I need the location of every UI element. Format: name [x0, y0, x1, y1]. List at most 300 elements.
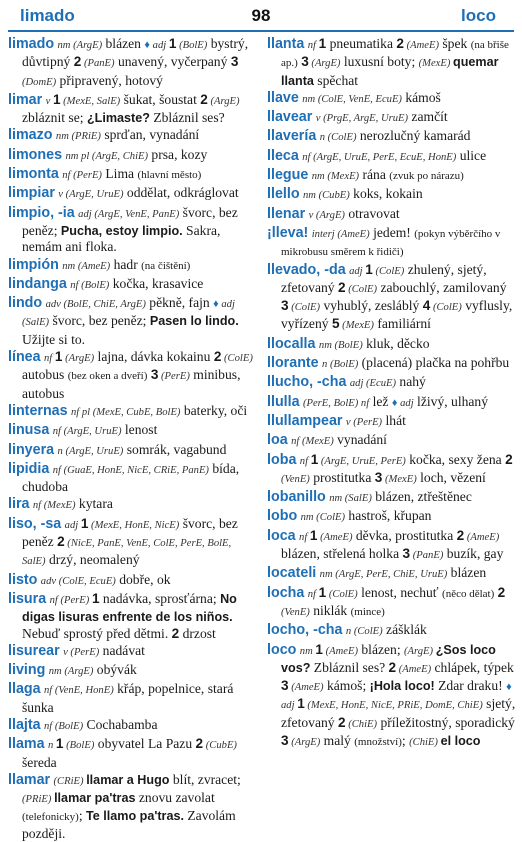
usage-label: nf: [299, 531, 310, 543]
sense-number: 1: [54, 349, 63, 365]
sense-number: 1: [315, 641, 323, 657]
example-phrase: el loco: [440, 733, 481, 748]
usage-label: n (ColE): [345, 626, 383, 638]
translation-text: blázen: [447, 565, 487, 581]
headword: limar: [8, 91, 43, 108]
gloss-note: (něco dělat): [442, 587, 495, 600]
sense-number: 2: [171, 625, 180, 641]
translation-text: lenost, nechuť: [357, 584, 443, 600]
usage-label: n (ColE): [319, 132, 357, 144]
usage-label: n (BolE): [322, 359, 359, 371]
headword: locha: [267, 584, 305, 601]
usage-label: nm (ArgE): [48, 666, 94, 678]
translation-text: bída, chudoba: [22, 460, 240, 495]
dictionary-entry: [267, 622, 516, 640]
translation-text: lenost: [121, 422, 158, 438]
usage-label: (AmeE): [322, 645, 358, 657]
sense-number: 3: [281, 678, 289, 694]
sense-number: 1: [80, 515, 89, 531]
headword: llavería: [267, 128, 317, 145]
translation-text: minibus, autobus: [22, 367, 241, 401]
translation-text: zášklák: [382, 622, 427, 638]
translation-text: chlápek, týpek: [431, 659, 514, 675]
headword: llullampear: [267, 412, 343, 429]
entry-columns: [8, 36, 516, 841]
dictionary-entry: [267, 432, 516, 450]
gloss-note: (na břiše ap.): [281, 39, 509, 70]
translation-text: familiární: [373, 316, 431, 332]
sense-number: 1: [297, 696, 305, 712]
dictionary-entry: [267, 90, 516, 108]
headword: llorante: [267, 355, 319, 372]
usage-label: adj: [281, 700, 298, 712]
sense-number: 1: [318, 36, 327, 51]
usage-label: (NicE, PanE, VenE, ColE, PerE, BolE, SalE): [22, 538, 232, 568]
dictionary-entry: [8, 772, 257, 842]
headword: loba: [267, 451, 297, 468]
gloss-note: (bez oken a dveří): [67, 370, 148, 383]
example-phrase: ¿Limaste?: [86, 111, 150, 126]
page-number: 98: [251, 6, 271, 25]
usage-label: (ChiE): [345, 718, 378, 730]
usage-label: v (PrgE, ArgE, UruE): [315, 113, 409, 125]
headword: lisurear: [8, 642, 60, 659]
usage-label: nf: [307, 588, 319, 600]
headword: llello: [267, 186, 300, 203]
translation-text: křáp, popelnice, stará šunka: [22, 681, 234, 715]
usage-label: nf (ArgE, UruE): [52, 426, 122, 438]
dictionary-entry: [267, 336, 516, 354]
dictionary-entry: [8, 185, 257, 203]
example-phrase: quemar llanta: [281, 55, 499, 88]
sense-number: 2: [57, 534, 65, 550]
translation-text: dobře, ok: [115, 571, 171, 587]
usage-label: nf (PerE): [49, 594, 92, 606]
usage-label: (PerE, BolE) nf: [302, 397, 370, 409]
headword: llajta: [8, 716, 41, 733]
translation-text: blít, zvracet;: [169, 771, 241, 787]
gloss-note: (hlavní město): [137, 169, 202, 182]
dictionary-entry: [267, 206, 516, 224]
usage-label: v: [45, 95, 53, 107]
diamond-icon: ♦: [391, 396, 398, 409]
usage-label: (ColE): [326, 588, 358, 600]
headword: llucho, -cha: [267, 374, 347, 391]
sense-number: 1: [365, 261, 373, 277]
translation-text: kámoš: [401, 89, 441, 105]
headword: llenar: [267, 205, 306, 222]
dictionary-entry: [8, 36, 257, 91]
translation-text: hastroš, křupan: [345, 508, 432, 524]
dictionary-entry: [8, 516, 257, 571]
guide-word-left: limado: [20, 6, 75, 25]
sense-number: 2: [73, 54, 82, 70]
translation-text: Nebuď sprostý před dětmi.: [22, 625, 172, 641]
usage-label: nm (ColE, VenE, EcuE): [302, 93, 402, 105]
translation-text: drzost: [179, 625, 216, 641]
usage-label: v (PerE): [345, 416, 383, 428]
headword: loa: [267, 432, 288, 449]
translation-text: ulice: [456, 147, 487, 163]
usage-label: nf (ArgE, UruE, PerE, EcuE, HonE): [302, 151, 457, 163]
sense-number: 3: [281, 298, 289, 314]
dictionary-entry: [267, 642, 516, 752]
headword: llavear: [267, 109, 313, 126]
sense-number: 3: [230, 54, 239, 70]
usage-label: (MexE, HonE, NicE): [88, 519, 180, 531]
headword: liso, -sa: [8, 515, 62, 532]
usage-label: adj (SalE): [22, 299, 235, 329]
translation-text: nahý: [396, 374, 426, 390]
dictionary-entry: [8, 662, 257, 680]
usage-label: (ColE): [372, 265, 405, 277]
translation-text: švorc, bez peněz;: [22, 204, 238, 238]
usage-label: (CRiE): [53, 775, 87, 787]
usage-label: (AmeE): [317, 531, 353, 543]
usage-label: nm (MexE): [311, 171, 360, 183]
dictionary-entry: [267, 36, 516, 89]
sense-number: 2: [456, 527, 465, 543]
usage-label: (ArgE): [288, 736, 321, 748]
translation-text: švorc, bez peněz;: [49, 313, 150, 329]
translation-text: zamčít: [408, 109, 448, 125]
usage-label: nf (MexE): [291, 436, 334, 448]
sense-number: 1: [168, 36, 177, 51]
headword: limazo: [8, 127, 53, 144]
dictionary-entry: [267, 565, 516, 583]
headword: limpio, -ia: [8, 204, 75, 221]
usage-label: nm (ArgE, PerE, ChiE, UruE): [319, 569, 448, 581]
translation-text: oddělat, odkráglovat: [123, 185, 239, 201]
usage-label: (PerE): [158, 371, 190, 383]
usage-label: (ColE): [221, 353, 253, 365]
sense-number: 2: [338, 714, 346, 730]
translation-text: drzý, neomalený: [45, 552, 140, 568]
example-phrase: Pucha, estoy limpio.: [60, 223, 183, 238]
gloss-note: (telefonicky): [22, 811, 79, 824]
headword: lobanillo: [267, 489, 326, 506]
usage-label: nf (VenE, HonE): [44, 685, 114, 697]
translation-text: ;: [401, 732, 410, 748]
dictionary-entry: [267, 262, 516, 335]
dictionary-entry: [8, 496, 257, 514]
translation-text: sjetý, zfetovaný: [281, 696, 516, 730]
usage-label: (AmeE): [396, 663, 432, 675]
translation-text: prostitutka: [309, 469, 375, 485]
translation-text: lživý, ulhaný: [413, 393, 489, 409]
translation-text: Užijte si to.: [22, 331, 86, 347]
example-phrase: llamar pa'tras: [54, 791, 136, 806]
headword: línea: [8, 349, 41, 366]
translation-text: somrák, vagabund: [123, 441, 227, 457]
column-right: [267, 36, 516, 750]
headword: locateli: [267, 565, 317, 582]
usage-label: nf: [44, 353, 55, 365]
translation-text: prsa, kozy: [148, 146, 208, 162]
usage-label: (MexE): [382, 473, 417, 485]
headword: limpiar: [8, 185, 55, 202]
usage-label: (ArgE): [404, 645, 436, 657]
usage-label: adj: [150, 40, 169, 51]
example-phrase: llamar a Hugo: [86, 772, 170, 787]
usage-label: (VenE): [281, 606, 310, 618]
sense-number: 2: [195, 736, 204, 752]
usage-label: (ArgE): [62, 353, 95, 365]
usage-label: (DomE): [22, 76, 57, 88]
dictionary-entry: [8, 572, 257, 590]
usage-label: (CubE): [203, 740, 237, 752]
translation-text: autobus: [22, 367, 68, 383]
usage-label: nm (PRiE): [55, 131, 101, 143]
usage-label: nm (SalE): [329, 493, 372, 505]
headword: lindo: [8, 295, 43, 312]
usage-label: nf (GuaE, HonE, NicE, CRiE, PanE): [52, 464, 209, 476]
usage-label: (BolE): [176, 40, 208, 51]
translation-text: bystrý, důvtipný: [22, 36, 249, 70]
usage-label: nf: [299, 455, 311, 467]
translation-text: unavený, vyčerpaný: [114, 54, 231, 70]
headword: lleca: [267, 147, 299, 164]
column-left: [8, 36, 257, 841]
usage-label: nm: [299, 645, 316, 657]
usage-label: n: [47, 740, 56, 752]
usage-label: nf (BolE): [44, 720, 84, 732]
sense-number: 3: [402, 546, 411, 562]
translation-text: zabouchlý, zamilovaný: [377, 279, 507, 295]
usage-label: nf (MexE): [32, 500, 76, 512]
dictionary-entry: [267, 128, 516, 146]
translation-text: hadr: [110, 256, 142, 272]
example-phrase: Te llamo pa'tras.: [86, 809, 184, 824]
headword: linternas: [8, 402, 68, 419]
usage-label: (AmeE): [403, 40, 439, 51]
dictionary-entry: [267, 489, 516, 507]
usage-label: nm (AmeE): [62, 260, 111, 272]
translation-text: děvka, prostitutka: [352, 527, 457, 543]
usage-label: nm (BolE): [318, 339, 363, 351]
translation-text: nadávka, sprosťárna;: [99, 590, 221, 606]
translation-text: Zbláznil ses?: [310, 659, 389, 675]
sense-number: 2: [497, 584, 506, 600]
translation-text: vyflusly, vyřízený: [281, 298, 513, 332]
dictionary-entry: [267, 413, 516, 431]
usage-label: (VenE): [281, 473, 310, 485]
translation-text: šukat, šoustat: [120, 91, 201, 107]
dictionary-entry: [8, 276, 257, 294]
gloss-note: (pokyn výběrčího v mikrobusu směrem k řidiči): [281, 227, 501, 259]
headword: limones: [8, 146, 63, 163]
dictionary-entry: [267, 355, 516, 373]
dictionary-entry: [267, 528, 516, 565]
usage-label: nf (PerE): [62, 170, 102, 182]
usage-label: v (PerE): [63, 646, 100, 658]
translation-text: nadávat: [99, 642, 145, 658]
usage-label: adj: [349, 265, 366, 277]
translation-text: kočka, krasavice: [109, 275, 204, 291]
usage-label: v (ArgE, UruE): [58, 189, 124, 201]
dictionary-entry: [267, 167, 516, 185]
usage-label: adj: [397, 397, 414, 409]
translation-text: lež: [369, 393, 392, 409]
translation-text: obývák: [93, 662, 137, 678]
diamond-icon: ♦: [506, 681, 512, 694]
sense-number: 1: [310, 451, 319, 467]
translation-text: Cochabamba: [83, 716, 158, 732]
headword: linyera: [8, 441, 55, 458]
translation-text: příležitostný, sporadický: [377, 714, 515, 730]
dictionary-entry: [8, 349, 257, 402]
headword: limonta: [8, 166, 59, 183]
headword: llanta: [267, 36, 305, 52]
dictionary-entry: [8, 166, 257, 184]
dictionary-entry: [267, 148, 516, 166]
guide-word-right: loco: [461, 6, 496, 25]
headword: lobo: [267, 508, 298, 525]
example-phrase: Pasen lo lindo.: [149, 314, 239, 329]
headword: llaga: [8, 681, 41, 698]
headword: limpión: [8, 256, 59, 273]
headword: ¡lleva!: [267, 224, 309, 241]
usage-label: (ColE): [430, 302, 462, 314]
dictionary-entry: [267, 109, 516, 127]
usage-label: adv (ColE, EcuE): [40, 575, 116, 587]
translation-text: (placená) plačka na pohřbu: [358, 355, 510, 371]
translation-text: baterky, oči: [180, 402, 248, 418]
translation-text: malý: [320, 732, 355, 748]
translation-text: lajna, dávka kokainu: [94, 349, 214, 365]
translation-text: niklák: [309, 602, 351, 618]
example-phrase: ¡Hola loco!: [369, 679, 435, 694]
usage-label: (PanE): [81, 58, 115, 70]
usage-label: (AmeE): [288, 682, 324, 694]
headword: llama: [8, 736, 45, 753]
headword: limado: [8, 36, 55, 52]
dictionary-entry: [8, 681, 257, 716]
dictionary-entry: [267, 374, 516, 392]
headword: living: [8, 662, 46, 679]
usage-label: (ColE): [288, 302, 321, 314]
usage-label: nf pl (MexE, CubE, BolE): [71, 406, 181, 418]
translation-text: kluk, děcko: [362, 335, 430, 351]
example-phrase: No digas lisuras enfrente de los niños.: [22, 591, 237, 625]
headword: llocalla: [267, 335, 316, 352]
translation-text: kámoš;: [323, 678, 370, 694]
translation-text: koks, kokain: [349, 186, 423, 202]
headword: llulla: [267, 393, 300, 410]
dictionary-entry: [8, 127, 257, 145]
dictionary-entry: [8, 643, 257, 661]
usage-label: v (ArgE): [308, 209, 345, 221]
usage-label: adv (BolE, ChiE, ArgE): [45, 299, 146, 311]
translation-text: Sakra, nemám ani floka.: [22, 222, 221, 255]
page-header: [10, 0, 512, 30]
sense-number: 4: [422, 298, 431, 314]
translation-text: Zdar draku!: [434, 678, 507, 694]
dictionary-entry: [267, 394, 516, 412]
headword: locho, -cha: [267, 622, 343, 639]
translation-text: pneumatika: [326, 36, 397, 51]
sense-number: 2: [213, 349, 222, 365]
usage-label: (PRiE): [22, 794, 55, 806]
dictionary-entry: [8, 205, 257, 256]
translation-text: Lima: [101, 166, 138, 182]
translation-text: lhát: [382, 412, 406, 428]
sense-number: 2: [388, 659, 397, 675]
translation-text: Zavolám později.: [22, 808, 236, 841]
translation-text: vynadání: [333, 432, 387, 448]
dictionary-entry: [267, 225, 516, 261]
usage-label: nf: [307, 40, 319, 51]
usage-label: (ArgE): [308, 58, 341, 70]
translation-text: obyvatel La Pazu: [94, 736, 196, 752]
usage-label: adj (EcuE): [349, 378, 397, 390]
translation-text: kytara: [75, 496, 113, 512]
usage-label: (ArgE, UruE, PerE): [318, 455, 406, 467]
dictionary-entry: [267, 186, 516, 204]
translation-text: zhulený, sjetý, zfetovaný: [281, 261, 487, 295]
headword: linusa: [8, 422, 50, 439]
translation-text: šereda: [22, 754, 57, 770]
usage-label: adj (ArgE, VenE, PanE): [78, 208, 180, 220]
headword: llave: [267, 89, 299, 106]
translation-text: kočka, sexy žena: [405, 451, 506, 467]
translation-text: otravovat: [344, 205, 400, 221]
sense-number: 3: [281, 732, 289, 748]
usage-label: interj (AmeE): [311, 228, 370, 240]
translation-text: buzík, gay: [443, 546, 504, 562]
translation-text: blázen, ztřeštěnec: [371, 489, 472, 505]
translation-text: připravený, hotový: [56, 72, 163, 88]
usage-label: (MexE): [339, 320, 374, 332]
sense-number: 2: [200, 91, 208, 107]
translation-text: pěkně, fajn: [145, 295, 214, 311]
sense-number: 1: [309, 527, 318, 543]
dictionary-entry: [8, 717, 257, 735]
gloss-note: (na čištění): [141, 259, 191, 272]
sense-number: 5: [331, 316, 340, 332]
headword: llamar: [8, 771, 51, 788]
dictionary-entry: [8, 257, 257, 275]
dictionary-entry: [8, 403, 257, 421]
dictionary-entry: [8, 147, 257, 165]
usage-label: nm (ColE): [300, 512, 346, 524]
dictionary-entry: [267, 585, 516, 622]
translation-text: sprďan, vynadání: [100, 127, 200, 143]
translation-text: ;: [78, 808, 86, 824]
headword: lisura: [8, 590, 47, 607]
sense-number: 1: [318, 584, 327, 600]
sense-number: 3: [150, 367, 159, 383]
dictionary-entry: [267, 508, 516, 526]
translation-text: zbláznit se;: [22, 110, 87, 126]
headword: llegue: [267, 167, 309, 184]
translation-text: blázen;: [357, 641, 405, 657]
headword: lindanga: [8, 275, 67, 292]
dictionary-entry: [8, 591, 257, 642]
dictionary-entry: [8, 295, 257, 348]
gloss-note: (zvuk po nárazu): [389, 170, 464, 183]
translation-text: Zbláznil ses?: [149, 110, 225, 126]
dictionary-entry: [267, 452, 516, 489]
translation-text: vyhublý, zesláblý: [320, 298, 423, 314]
translation-text: blázen, střelená holka: [281, 546, 403, 562]
header-rule: [8, 30, 514, 32]
example-phrase: ¿Sos loco vos?: [281, 642, 496, 675]
usage-label: nm (ArgE): [57, 40, 103, 51]
translation-text: spěchat: [313, 72, 359, 88]
usage-label: nm pl (ArgE, ChiE): [65, 150, 149, 162]
headword: loco: [267, 641, 297, 658]
